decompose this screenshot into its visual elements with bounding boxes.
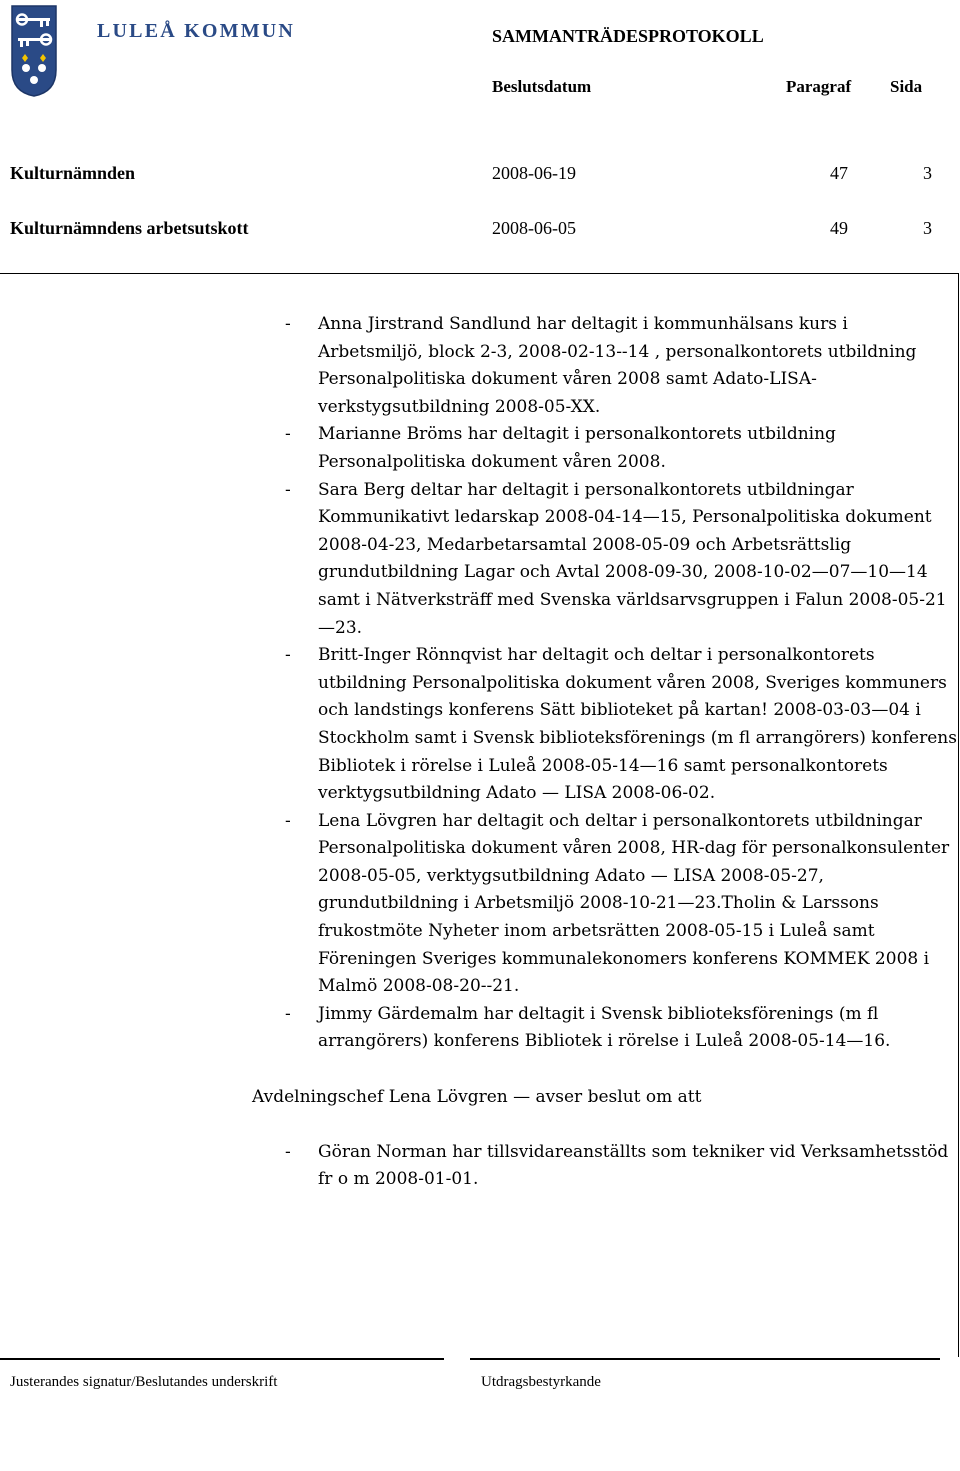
- meeting-name: Kulturnämnden: [10, 163, 136, 183]
- content-frame-right-border: [958, 273, 959, 1357]
- list-item-text: Britt-Inger Rönnqvist har deltagit och deltar i personalkontorets utbildning Personalpolitiska dokument våren 2008, Sveriges kommuners och landstings konferens Sätt biblioteket på kartan! 2008-03-03—04 i Stockholm samt i Svensk biblioteksförenings (m fl arrangörers) konferens Bibliotek i rörelse i Luleå 2008-05-14—16 samt personalkontorets verktygsutbildning Adato — LISA 2008-06-02.: [318, 645, 957, 804]
- list-item: [252, 421, 957, 476]
- list-item-text: Jimmy Gärdemalm har deltagit i Svensk biblioteksförenings (m fl arrangörers) konferens Bibliotek i rörelse i Luleå 2008-05-14—16.: [318, 1003, 891, 1052]
- list-item: [252, 477, 957, 643]
- list-dash: -: [285, 314, 291, 334]
- attestation-line: [470, 1358, 940, 1360]
- column-header-paragraph: Paragraf: [786, 77, 852, 96]
- content-frame-top-border: [0, 273, 959, 274]
- list-dash: -: [285, 1003, 291, 1024]
- list-item: [252, 1001, 957, 1056]
- signature-line: [0, 1358, 444, 1360]
- protocol-body: [252, 311, 957, 1194]
- list-item: [252, 642, 957, 808]
- list-item-text: Marianne Bröms har deltagit i personalkontorets utbildning Personalpolitiska dokument våren 2008.: [318, 424, 836, 472]
- training-list: [252, 311, 957, 1056]
- meeting-date: 2008-06-19: [492, 163, 576, 183]
- protocol-title: SAMMANTRÄDESPROTOKOLL: [492, 26, 764, 46]
- attestation-label: Utdragsbestyrkande: [481, 1374, 601, 1390]
- list-item-text: Sara Berg deltar har deltagit i personalkontorets utbildningar Kommunikativt ledarskap 2008-04-14—15, Personalpolitiska dokument 2008-04-23, Medarbetarsamtal 2008-05-09 och Arbetsrättslig grundutbildning Lagar och Avtal 2008-09-30, 2008-10-02—07—10—14 samt i Nätverksträff med Svenska världsarvsgruppen i Falun 2008-05-21—23.: [318, 479, 947, 638]
- coat-of-arms-logo: [10, 4, 58, 98]
- meeting-date: 2008-06-05: [492, 218, 576, 238]
- meeting-paragraph: 47: [830, 163, 848, 183]
- list-item: [252, 311, 957, 421]
- list-item: [252, 808, 957, 1001]
- meeting-name: Kulturnämndens arbetsutskott: [10, 218, 249, 238]
- decision-list: [252, 1139, 957, 1194]
- column-header-date: Beslutsdatum: [492, 77, 592, 96]
- list-dash: -: [285, 810, 291, 831]
- list-item-text: Göran Norman har tillsvidareanställts som tekniker vid Verksamhetsstöd fr o m 2008-01-01.: [318, 1141, 949, 1190]
- signature-label: Justerandes signatur/Beslutandes underskrift: [10, 1374, 278, 1390]
- column-header-page: Sida: [890, 77, 923, 96]
- list-dash: -: [285, 1141, 291, 1162]
- meeting-page: 3: [923, 163, 932, 183]
- decision-intro: Avdelningschef Lena Lövgren — avser beslut om att: [252, 1086, 702, 1107]
- meeting-paragraph: 49: [830, 218, 848, 238]
- organization-name: LULEÅ KOMMUN: [97, 20, 296, 42]
- meeting-page: 3: [923, 218, 932, 238]
- list-dash: -: [285, 424, 291, 445]
- list-item-text: Anna Jirstrand Sandlund har deltagit i kommunhälsans kurs i Arbetsmiljö, block 2-3, 2008-02-13--14 , personalkontorets utbildning Personalpolitiska dokument våren 2008 samt Adato-LISA-verkstygsutbildning 2008-05-XX.: [318, 314, 917, 417]
- list-dash: -: [285, 479, 291, 500]
- list-dash: -: [285, 645, 291, 666]
- list-item-text: Lena Lövgren har deltagit och deltar i personalkontorets utbildningar Personalpolitiska dokument våren 2008, HR-dag för personalkonsulenter 2008-05-05, verktygsutbildning Adato — LISA 2008-05-27, grundutbildning i Arbetsmiljö 2008-10-21—23.Tholin & Larssons frukostmöte Nyheter inom arbetsrätten 2008-05-15 i Luleå samt Föreningen Sveriges kommunalekonomers konferens KOMMEK 2008 i Malmö 2008-08-20--21.: [318, 810, 950, 997]
- list-item: [252, 1139, 957, 1194]
